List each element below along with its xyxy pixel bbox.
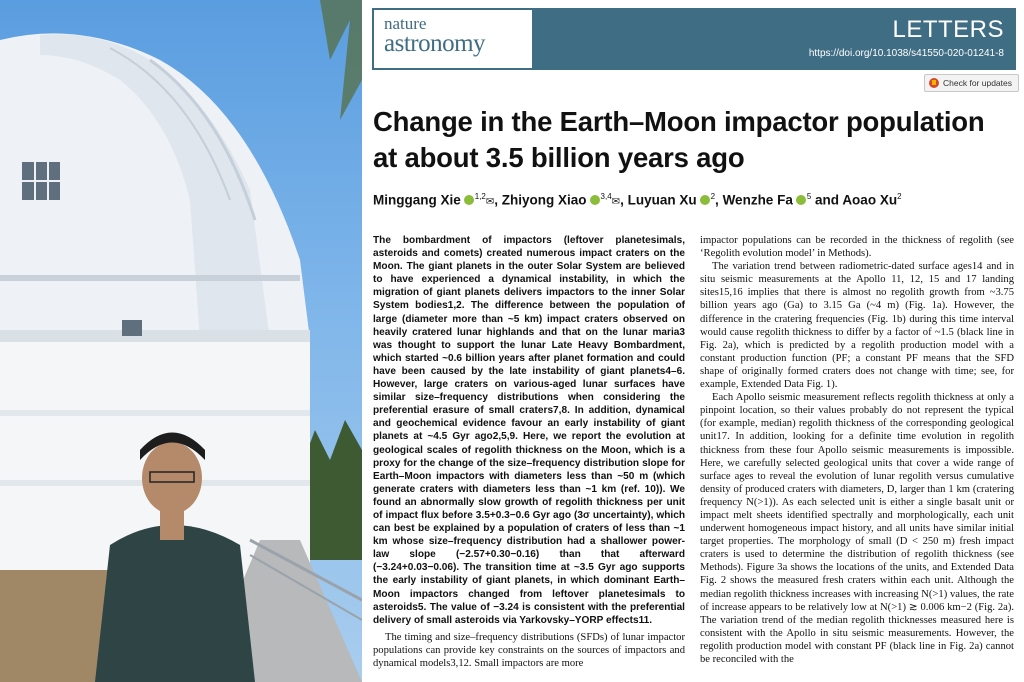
left-column <box>373 234 685 670</box>
email-icon[interactable]: ✉ <box>611 196 621 208</box>
body-paragraph: impactor populations can be recorded in the thickness of regolith (see ‘Regolith evolution model’ in Methods). <box>700 235 1014 260</box>
author-list: Minggang Xie $^{1,2}$✉, Zhiyong Xiao $^{3,4}$✉, Luyuan Xu $^2$, Wenzhe Fa $^5$ and Aoao Xu$^2$ <box>373 192 902 208</box>
author-affiliation: 1,2 <box>474 192 486 201</box>
crossmark-icon <box>929 78 939 88</box>
email-icon[interactable]: ✉ <box>485 196 495 208</box>
abstract: The bombardment of impactors (leftover planetesimals, asteroids and comets) created numerous impact craters on the Moon. The giant planets in the outer Solar System are believed to have experienced a dynamical instability, in which the migration of giant planets delivers impactors to the inner Solar System bodies1,2. The difference between the population of large (diameter more than ~5 km) impact craters observed on heavily cratered lunar highlands and that on the lunar maria3 was thought to support the lunar Late Heavy Bombardment, which started ~0.6 billion years after planet formation and could have been caused by the late instability of giant planets4–6. However, large craters on various-aged lunar surfaces have similar size–frequency distributions when considering the preferential erasure of small craters7,8. In addition, dynamical and geochemical evidence favour an early instability of giant planets at ~4.5 Gyr ago2,5,9. Here, we report the evolution at geological scales of regolith thickness on the Moon, which is a proxy for the change of the size–frequency distribution slope for Earth–Moon impactors with diameters less than ~50 m (which generate craters with diameters less than ~1 km (ref. 10)). We found an abnormally slow growth of regolith thickness per unit of impact flux before 3.5+0.3−0.6 Gyr ago (3σ uncertainty), which can best be explained by a population of craters of less than ~1 km whose size–frequency distribution had a shallower power-law slope (−2.57+0.30−0.16) than that afterward (−3.24+0.03−0.06). The transition time at ~3.5 Gyr ago supports the early instability of giant planets, in which dominant Earth–Moon impactors changed from leftover planetesimals to asteroids5. The value of −3.24 is consistent with the preferential delivery of small asteroids via Yarkovsky–YORP effects11. <box>373 235 685 626</box>
logo-line-nature: nature <box>384 14 427 33</box>
author-name[interactable]: Aoao Xu <box>842 192 898 208</box>
author-affiliation: 2 <box>897 192 902 201</box>
author-name[interactable]: Zhiyong Xiao <box>501 192 587 208</box>
journal-logo[interactable] <box>374 10 532 68</box>
author-affiliation: 2 <box>710 192 716 201</box>
author-name[interactable]: Wenzhe Fa <box>722 192 793 208</box>
article-title: Change in the Earth–Moon impactor population at about 3.5 billion years ago <box>373 106 985 173</box>
orcid-icon[interactable] <box>700 195 710 205</box>
doi-link[interactable]: https://doi.org/10.1038/s41550-020-01241-8 <box>808 48 1004 59</box>
check-for-updates-label: Check for updates <box>943 78 1012 88</box>
check-for-updates-button[interactable] <box>924 74 1019 92</box>
observatory-dome-photo <box>0 0 362 682</box>
author-conjunction: and <box>815 192 840 208</box>
journal-header <box>372 8 1016 70</box>
right-column <box>700 234 1014 666</box>
body-paragraph: Each Apollo seismic measurement reflects regolith thickness at only a pinpoint location, so their values probably do not represent the typical (for example, median) regolith thickness of the corresponding geological unit17. In addition, looking for a definite time evolution in regolith thickness from these four Apollo seismic measurements is impossible. Here, we carefully selected geological units that cover a wide range of surface ages to reveal the evolution of lunar regolith versus cumulative density of produced craters with diameters, D, larger than 1 km (cratering frequency N(>1)). As each selected unit is either a single basalt unit or impact melt sheets identified spectrally and morphologically, each unit underwent homogeneous impact history, and all units have similar initial target properties. The morphology of small (D < 250 m) fresh impact craters is used to determine the distribution of regolith thickness (see Methods). Figure 3a shows the locations of the units, and Extended Data Fig. 2 shows the measured fresh craters within each unit. Although the median regolith thickness increases with increasing N(>1) values, the rate of increase appears to be relatively low at N(>1) ≳ 0.006 km−2 (Fig. 2a). The variation trend of the median regolith thicknesses measured here is consistent with the Apollo in situ seismic measurements. However, the regolith production model with constant PF (black line in Fig. 2a) cannot be reconciled with the <box>700 392 1014 665</box>
author-affiliation: 5 <box>806 192 812 201</box>
author-name[interactable]: Minggang Xie <box>373 192 461 208</box>
body-paragraph: The timing and size–frequency distributions (SFDs) of lunar impactor populations can provide key constraints on the sources of impactors and dynamical models3,12. Small impactors are more <box>373 631 685 669</box>
paper-page <box>362 0 1024 682</box>
orcid-icon[interactable] <box>464 195 474 205</box>
orcid-icon[interactable] <box>796 195 806 205</box>
logo-line-astronomy: astronomy <box>384 30 486 57</box>
author-affiliation: 3,4 <box>600 192 612 201</box>
author-name[interactable]: Luyuan Xu <box>627 192 697 208</box>
body-paragraph: The variation trend between radiometric-dated surface ages14 and in situ seismic measurements at the Apollo 11, 12, 15 and 17 landing sites15,16 implies that there is almost no regolith growth from ~3.75 billion years ago (Ga) to 3.15 Ga (~4 m) (Fig. 1a). However, the difference in the cratering frequencies (Fig. 1b) during this time interval would cause regolith thickness to differ by a factor of ~1.5 (black line in Fig. 2a), which is predicted by a regolith production model with a constant production function (PF; a constant PF means that the SFD shape of originally formed craters does not change with time; see, for example, Extended Data Fig. 1). <box>700 261 1014 391</box>
article-section-label: LETTERS <box>892 16 1004 43</box>
author-photo <box>0 0 362 682</box>
orcid-icon[interactable] <box>590 195 600 205</box>
